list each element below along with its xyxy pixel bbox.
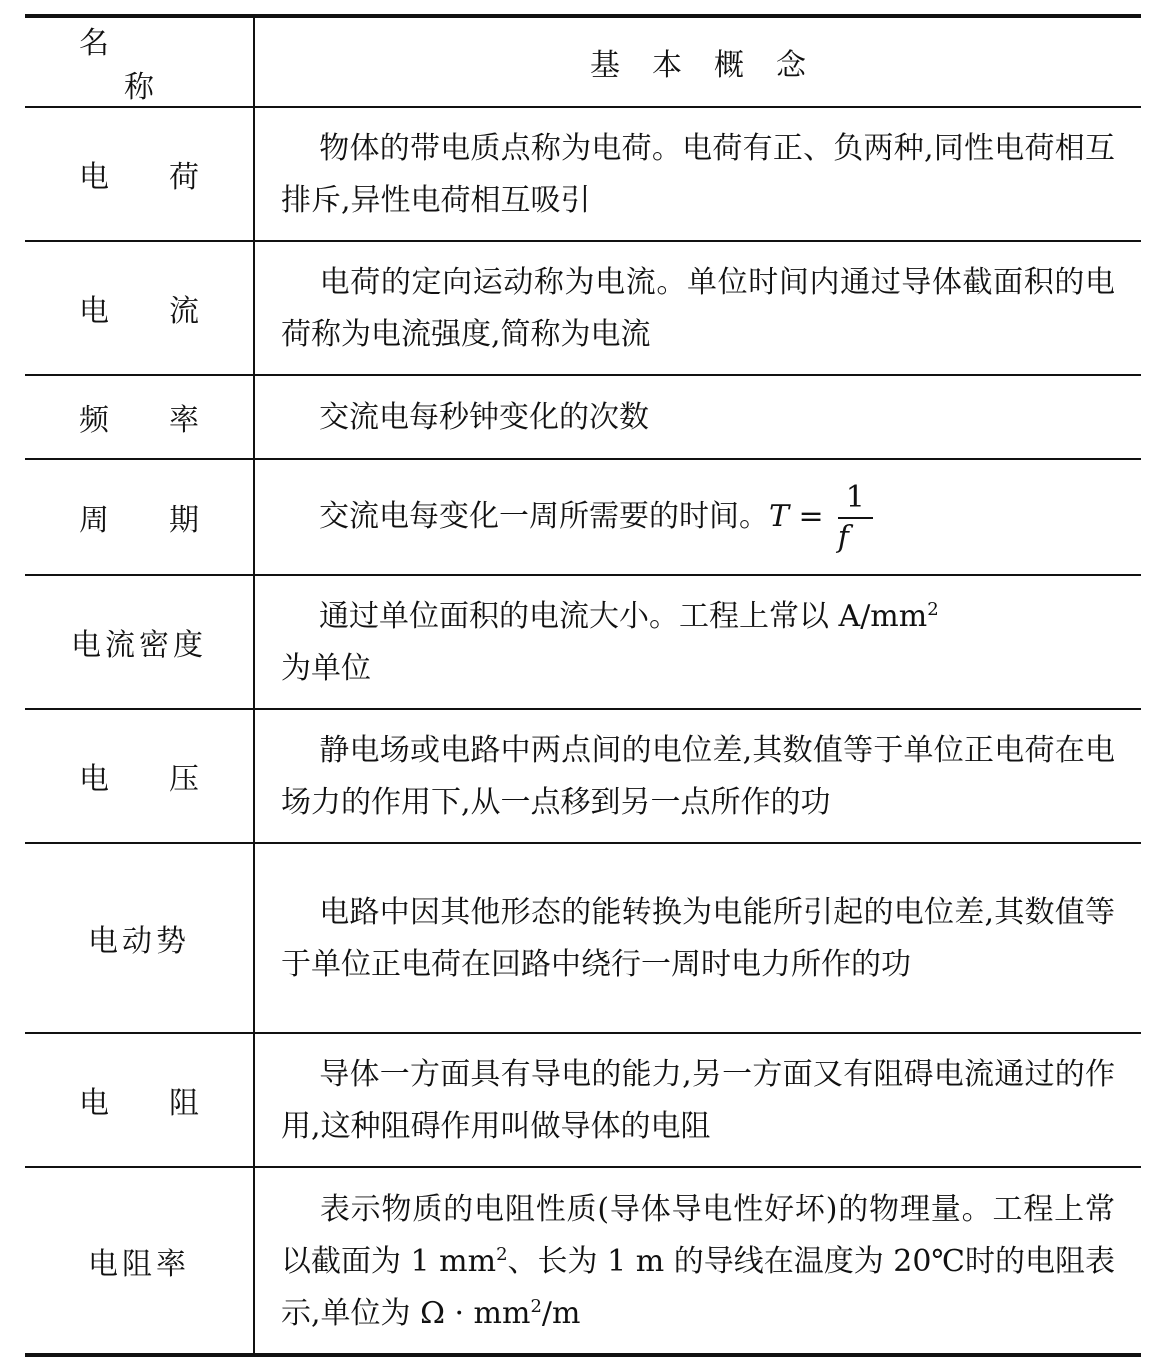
unit-superscript: 2 xyxy=(927,599,939,620)
row-description-cell xyxy=(254,1033,1141,1167)
row-name: 电流密度 xyxy=(71,628,207,663)
header-name-label: 名称 xyxy=(79,26,244,105)
table-row xyxy=(25,843,1141,1033)
row-description-cell xyxy=(254,459,1141,575)
row-description: 交流电每秒钟变化的次数 xyxy=(319,400,649,435)
row-name: 电压 xyxy=(79,762,259,797)
header-concept-label: 基本概念 xyxy=(590,48,838,83)
row-description-continued: 为单位 xyxy=(281,651,371,686)
unit-superscript: 2 xyxy=(496,1243,508,1265)
row-description: 表示物质的电阻性质(导体导电性好坏)的物理量。工程上常以截面为 1 mm xyxy=(281,1191,1115,1279)
row-name-cell xyxy=(25,575,254,709)
period-formula-lhs: T = xyxy=(769,499,824,534)
header-name-cell xyxy=(25,16,254,107)
table-row xyxy=(25,709,1141,843)
row-description: 电荷的定向运动称为电流。单位时间内通过导体截面积的电荷称为电流强度,简称为电流 xyxy=(281,265,1115,352)
table-row xyxy=(25,241,1141,375)
row-name: 电阻率 xyxy=(88,1246,190,1282)
row-name-cell xyxy=(25,241,259,375)
row-description: 静电场或电路中两点间的电位差,其数值等于单位正电荷在电场力的作用下,从一点移到另一点所作的功 xyxy=(281,733,1115,820)
row-name: 电阻 xyxy=(79,1086,259,1121)
concept-table xyxy=(25,14,1141,1357)
period-formula-fraction xyxy=(837,480,873,555)
row-name-cell xyxy=(25,107,259,241)
table-header-row xyxy=(25,16,1141,107)
unit-superscript: 2 xyxy=(530,1295,542,1317)
table-row xyxy=(25,575,1141,709)
period-formula-denominator: f xyxy=(837,520,849,555)
row-description-cell xyxy=(254,375,1141,459)
row-name-cell xyxy=(25,459,259,575)
row-description: 交流电每变化一周所需要的时间。 xyxy=(319,499,769,534)
row-description: 导体一方面具有导电的能力,另一方面又有阻碍电流通过的作用,这种阻碍作用叫做导体的电阻 xyxy=(281,1057,1115,1144)
row-name-cell xyxy=(25,709,259,843)
row-description-middle: 、长为 1 m 的导线在温度为 20℃时的电阻表示,单位为 Ω · mm xyxy=(281,1243,1115,1331)
row-name-cell xyxy=(25,375,259,459)
table-row xyxy=(25,459,1141,575)
row-name: 电荷 xyxy=(79,160,259,195)
period-formula-numerator: 1 xyxy=(838,483,873,519)
row-name: 电动势 xyxy=(88,924,190,959)
table-row xyxy=(25,1167,1141,1355)
concept-table-page xyxy=(25,14,1141,1357)
table-row xyxy=(25,107,1141,241)
row-name-cell xyxy=(25,1033,259,1167)
row-name: 频率 xyxy=(79,403,259,438)
table-row xyxy=(25,375,1141,459)
row-description-cell xyxy=(254,709,1141,843)
row-description: 电路中因其他形态的能转换为电能所引起的电位差,其数值等于单位正电荷在回路中绕行一周时电力所作的功 xyxy=(281,895,1115,982)
row-description-cell xyxy=(254,843,1141,1033)
row-description-cell xyxy=(254,107,1141,241)
row-name-cell xyxy=(25,843,254,1033)
row-description-end: /m xyxy=(541,1295,581,1331)
row-name-cell xyxy=(25,1167,254,1355)
row-description: 通过单位面积的电流大小。工程上常以 A/mm xyxy=(319,599,928,634)
row-name: 周期 xyxy=(79,503,259,538)
table-row xyxy=(25,1033,1141,1167)
row-description: 物体的带电质点称为电荷。电荷有正、负两种,同性电荷相互排斥,异性电荷相互吸引 xyxy=(281,131,1115,218)
row-description-cell xyxy=(254,241,1141,375)
row-description-cell xyxy=(254,575,1141,709)
row-name: 电流 xyxy=(79,294,259,329)
header-concept-cell xyxy=(254,16,1141,107)
row-description-cell xyxy=(254,1167,1141,1355)
